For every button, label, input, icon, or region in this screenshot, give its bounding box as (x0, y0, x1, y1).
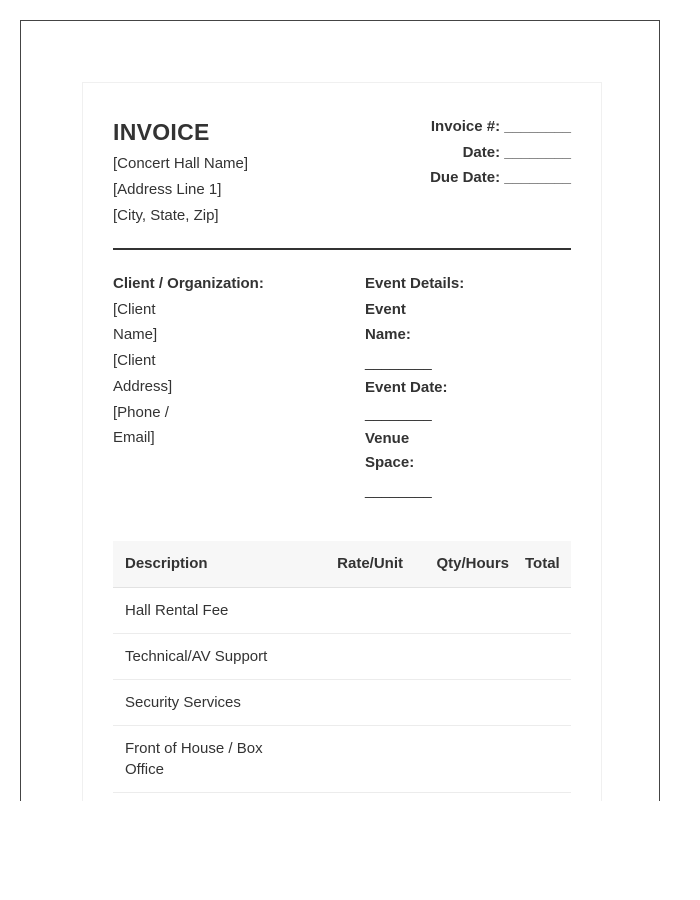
item-description: Technical/AV Support (113, 633, 309, 679)
event-name-field[interactable]: ________ (365, 354, 432, 372)
item-description: Front of House / Box Office (113, 725, 309, 792)
client-line: Address] (113, 377, 173, 395)
item-qty[interactable] (409, 679, 513, 725)
event-heading: Event Details: (365, 275, 465, 292)
item-qty[interactable] (409, 633, 513, 679)
venue-space-label: Space: (365, 454, 415, 472)
event-section (365, 271, 565, 505)
invoice-title: INVOICE (113, 119, 210, 145)
item-description: Security Services (113, 679, 309, 725)
client-line: Email] (113, 429, 155, 447)
item-rate[interactable] (309, 679, 409, 725)
table-row (113, 725, 571, 792)
client-section (113, 271, 343, 451)
item-description: Hall Rental Fee (113, 587, 309, 633)
table-row (113, 633, 571, 679)
page-frame (20, 20, 660, 801)
venue-space-field[interactable]: ________ (365, 481, 432, 499)
invoice-date-field[interactable]: Date: ________ (462, 144, 571, 161)
column-header-rate: Rate/Unit (309, 541, 409, 587)
client-heading: Client / Organization: (113, 275, 264, 292)
client-line: [Client (113, 352, 156, 370)
column-header-qty: Qty/Hours (409, 541, 513, 587)
item-rate[interactable] (309, 587, 409, 633)
venue-space-label: Venue (365, 430, 410, 448)
table-header-row (113, 541, 571, 587)
column-header-total: Total (513, 541, 571, 587)
event-name-label: Event (365, 300, 406, 318)
table-row (113, 587, 571, 633)
column-header-description: Description (113, 541, 309, 587)
item-qty[interactable] (409, 725, 513, 792)
item-rate[interactable] (309, 633, 409, 679)
hall-name: [Concert Hall Name] (113, 155, 249, 172)
header-divider (113, 248, 571, 250)
client-line: [Client (113, 300, 156, 318)
hall-address-line-1: [Address Line 1] (113, 181, 222, 198)
table-row (113, 679, 571, 725)
item-rate[interactable] (309, 725, 409, 792)
item-qty[interactable] (409, 587, 513, 633)
client-line: Name] (113, 326, 158, 344)
invoice-number-field[interactable]: Invoice #: ________ (430, 118, 571, 135)
line-items-table (113, 541, 571, 793)
event-date-label: Event Date: (365, 379, 448, 397)
event-date-field[interactable]: ________ (365, 405, 432, 423)
item-total[interactable] (513, 633, 571, 679)
hall-city-state-zip: [City, State, Zip] (113, 207, 219, 224)
item-total[interactable] (513, 725, 571, 792)
item-total[interactable] (513, 679, 571, 725)
invoice-due-date-field[interactable]: Due Date: ________ (430, 169, 571, 186)
invoice-paper (82, 82, 602, 801)
event-name-label: Name: (365, 326, 411, 344)
item-total[interactable] (513, 587, 571, 633)
client-line: [Phone / (113, 403, 169, 421)
